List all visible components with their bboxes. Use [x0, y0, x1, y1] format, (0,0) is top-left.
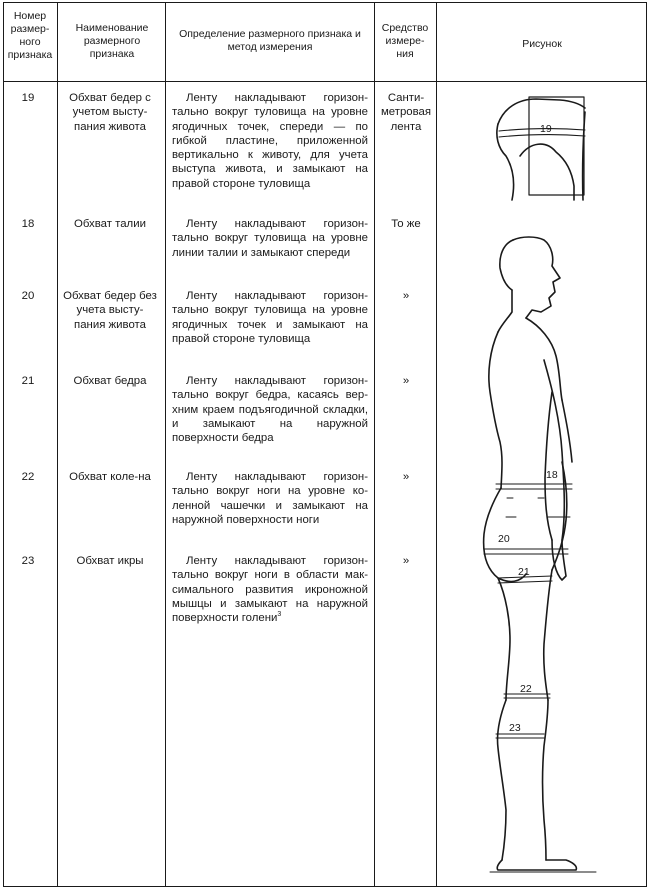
header-definition: Определение размерного признака и метод измерения	[179, 28, 361, 53]
figure-label-22: 22	[520, 683, 532, 695]
row-definition-text: Ленту накладывают горизон-тально вокруг ноги в области мак-симального развития икроножной мышцы и замыкают на наружной поверхности голени	[172, 555, 368, 625]
footnote-mark: 3	[277, 611, 282, 619]
row-tool: »	[402, 290, 410, 302]
header-figure: Рисунок	[522, 38, 562, 50]
row-name: Обхват коле-на	[69, 471, 151, 483]
row-definition: Ленту накладывают горизон-тально вокруг туловища на уровне линии талии и замыкают спереди	[172, 218, 368, 259]
row-name: Обхват бедер с учетом высту-пания живота	[69, 92, 151, 133]
row-name: Обхват бедра	[73, 375, 147, 387]
figure-label-18: 18	[546, 469, 558, 481]
row-number: 20	[21, 290, 35, 302]
row-name: Обхват талии	[74, 218, 146, 230]
row-number: 22	[21, 471, 35, 483]
header-tool: Средство измере-ния	[381, 22, 429, 60]
figure-label-19: 19	[540, 123, 552, 135]
row-tool: »	[402, 375, 410, 387]
row-tool: »	[402, 555, 410, 567]
row-number: 19	[21, 92, 35, 104]
row-tool: »	[402, 471, 410, 483]
row-tool: То же	[391, 218, 421, 230]
header-name: Наименование размерного признака	[75, 22, 149, 60]
row-definition: Ленту накладывают горизон-тально вокруг ноги на уровне ко-ленной чашечки и замыкают на наружной поверхности ноги	[172, 471, 368, 526]
header-number: Номер размер-ного признака	[7, 10, 53, 61]
row-definition: Ленту накладывают горизон-тально вокруг туловища на уровне ягодичных точек, спереди — по гибкой пластине, приложенной вертикально к животу, для учета выступа живота, и замыкают на правой стороне туловища	[172, 92, 368, 190]
torso-closeup-drawing	[497, 97, 585, 200]
row-tool: Санти-метровая лента	[380, 92, 432, 133]
figure-label-23: 23	[509, 722, 521, 734]
row-number: 18	[21, 218, 35, 230]
row-number: 23	[21, 555, 35, 567]
row-definition: Ленту накладывают горизон-тально вокруг туловища на уровне ягодичных точек и замыкают на правой стороне туловища	[172, 290, 368, 345]
row-number: 21	[21, 375, 35, 387]
figure-label-21: 21	[518, 566, 530, 578]
row-name: Обхват бедер без учета высту-пания живота	[63, 290, 157, 331]
row-definition: Ленту накладывают горизон-тально вокруг бедра, касаясь вер-хним краем подъягодичной складки, и замыкают на наружной поверхности бедра	[172, 375, 368, 445]
standing-figure-drawing	[484, 237, 596, 872]
figure-label-20: 20	[498, 533, 510, 545]
row-name: Обхват икры	[76, 555, 144, 567]
